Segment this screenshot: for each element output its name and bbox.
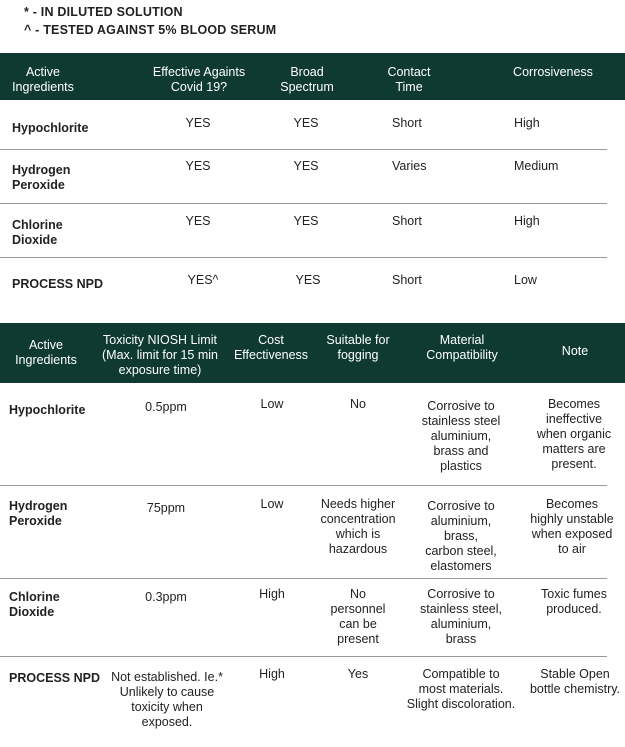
- table1-header-contact-time: Contact Time: [387, 65, 431, 94]
- table1-header-active-ingredients: Active Ingredients: [12, 65, 74, 94]
- table2-toxicity-value: 0.3ppm: [145, 590, 187, 604]
- table1-header-effective-covid: Effective Againts Covid 19?: [152, 65, 246, 94]
- table2-header-cost: Cost Effectiveness: [233, 333, 309, 362]
- table1-broad-value: YES: [293, 116, 319, 130]
- table2-toxicity-value: 75ppm: [146, 501, 186, 515]
- table1-contact-value: Short: [392, 214, 422, 228]
- table2-header: [0, 323, 625, 383]
- table1-corrosiveness-value: Low: [514, 273, 537, 287]
- table2-fogging-value: No: [350, 397, 366, 411]
- table2-cost-value: Low: [260, 497, 284, 511]
- table2-note-value: Becomes highly unstable when exposed to air: [530, 497, 614, 556]
- table2-fogging-value: Needs higher concentration which is hazardous: [320, 497, 396, 556]
- table1-header-corrosiveness: Corrosiveness: [513, 65, 593, 79]
- table2-ingredient: Chlorine Dioxide: [9, 590, 60, 619]
- footnote-diluted: * - IN DILUTED SOLUTION: [24, 5, 183, 19]
- divider: [0, 656, 607, 657]
- table2-note-value: Stable Open bottle chemistry.: [529, 667, 621, 696]
- table2-material-value: Compatible to most materials. Slight discoloration.: [406, 667, 516, 711]
- table2-material-value: Corrosive to stainless steel, aluminium, brass: [420, 587, 502, 646]
- table1-corrosiveness-value: High: [514, 116, 540, 130]
- table2-ingredient: Hydrogen Peroxide: [9, 499, 68, 528]
- divider: [0, 485, 607, 486]
- divider: [0, 257, 607, 258]
- table2-header-material: Material Compatibility: [426, 333, 498, 362]
- table1-broad-value: YES: [293, 159, 319, 173]
- divider: [0, 578, 607, 579]
- table1-corrosiveness-value: High: [514, 214, 540, 228]
- table2-header-fogging: Suitable for fogging: [326, 333, 390, 362]
- table1-broad-value: YES: [295, 273, 321, 287]
- table1-ingredient: PROCESS NPD: [12, 277, 103, 291]
- table2-cost-value: High: [259, 587, 285, 601]
- table2-ingredient: PROCESS NPD: [9, 671, 100, 685]
- table1-corrosiveness-value: Medium: [514, 159, 559, 173]
- footnote-blood-serum: ^ - TESTED AGAINST 5% BLOOD SERUM: [24, 23, 277, 37]
- table2-cost-value: High: [259, 667, 285, 681]
- table2-material-value: Corrosive to aluminium, brass, carbon steel, elastomers: [425, 499, 497, 573]
- table1-ingredient: Hydrogen Peroxide: [12, 163, 71, 192]
- table1-ingredient: Hypochlorite: [12, 121, 89, 135]
- table2-header-active-ingredients: Active Ingredients: [15, 338, 77, 367]
- table2-note-value: Becomes ineffective when organic matters are present.: [536, 397, 612, 471]
- table1-header: [0, 53, 625, 100]
- table1-broad-value: YES: [293, 214, 319, 228]
- table2-note-value: Toxic fumes produced.: [541, 587, 607, 616]
- divider: [0, 203, 607, 204]
- table1-header-broad-spectrum: Broad Spectrum: [280, 65, 334, 94]
- table2-toxicity-value: 0.5ppm: [145, 400, 187, 414]
- table1-contact-value: Varies: [392, 159, 427, 173]
- table2-header-note: Note: [561, 344, 589, 358]
- divider: [0, 149, 607, 150]
- table1-contact-value: Short: [392, 116, 422, 130]
- table2-cost-value: Low: [260, 397, 284, 411]
- table2-toxicity-value: Not established. Ie.* Unlikely to cause toxicity when exposed.: [111, 670, 223, 729]
- table1-covid-value: YES: [185, 214, 211, 228]
- table1-contact-value: Short: [392, 273, 422, 287]
- table2-fogging-value: Yes: [347, 667, 369, 681]
- table2-header-toxicity: Toxicity NIOSH Limit (Max. limit for 15 min exposure time): [102, 333, 218, 377]
- table2-fogging-value: No personnel can be present: [330, 587, 386, 646]
- table1-covid-value: YES: [185, 116, 211, 130]
- table2-ingredient: Hypochlorite: [9, 403, 86, 417]
- table1-covid-value: YES^: [187, 273, 219, 287]
- table1-ingredient: Chlorine Dioxide: [12, 218, 63, 247]
- table1-covid-value: YES: [185, 159, 211, 173]
- table2-material-value: Corrosive to stainless steel aluminium, brass and plastics: [421, 399, 501, 473]
